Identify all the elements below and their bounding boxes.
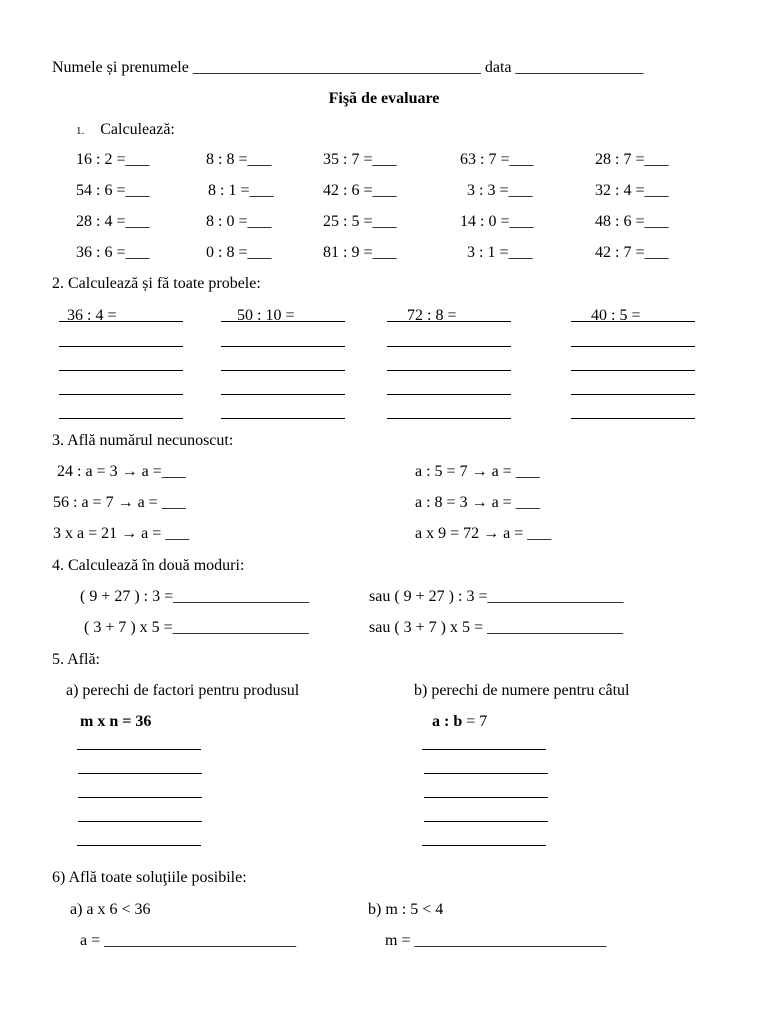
ex1-cell: 28 : 4 =___ — [76, 213, 150, 230]
ex1-cell: 35 : 7 =___ — [323, 151, 397, 168]
ex3-item: 56 : a = 7 → a = ___ — [53, 494, 186, 511]
ex5-answer-line[interactable] — [422, 749, 546, 750]
ex5-answer-line[interactable] — [424, 821, 548, 822]
ex2-item-text: 72 : 8 = — [407, 307, 457, 324]
ex1-cell: 8 : 0 =___ — [206, 213, 272, 230]
ex2-answer-line[interactable] — [221, 418, 345, 419]
ex5-answer-line[interactable] — [422, 845, 546, 846]
ex2-answer-line[interactable] — [59, 370, 183, 371]
ex5-a-label: a) perechi de factori pentru produsul — [66, 682, 300, 699]
date-blank: ________________ — [515, 59, 644, 76]
name-label: Numele și prenumele — [52, 59, 189, 76]
ex6-b-label: b) m : 5 < 4 — [368, 901, 444, 918]
ex2-answer-line[interactable] — [387, 370, 511, 371]
ex4-item: ( 3 + 7 ) x 5 =_________________ — [84, 619, 309, 636]
ex3-item: a : 5 = 7 → a = ___ — [415, 463, 540, 480]
ex2-answer-line[interactable] — [221, 394, 345, 395]
ex1-cell: 54 : 6 =___ — [76, 182, 150, 199]
ex2-underline — [59, 321, 183, 322]
ex2-answer-line[interactable] — [387, 418, 511, 419]
ex4-item: ( 9 + 27 ) : 3 =_________________ — [80, 588, 310, 605]
ex2-underline — [387, 321, 511, 322]
ex1-cell: 16 : 2 =___ — [76, 151, 150, 168]
ex5-answer-line[interactable] — [424, 773, 548, 774]
ex2-answer-line[interactable] — [387, 394, 511, 395]
ex1-cell: 81 : 9 =___ — [323, 244, 397, 261]
ex2-item-text: 50 : 10 = — [237, 307, 295, 324]
ex3-item: a : 8 = 3 → a = ___ — [415, 494, 540, 511]
ex2-answer-line[interactable] — [571, 394, 695, 395]
ex1-cell: 63 : 7 =___ — [460, 151, 534, 168]
ex1-cell: 42 : 7 =___ — [595, 244, 669, 261]
ex6-title: 6) Află toate soluţiile posibile: — [52, 869, 247, 886]
ex2-item — [59, 306, 183, 326]
ex3-item: a x 9 = 72 → a = ___ — [415, 525, 552, 542]
ex2-underline — [221, 321, 345, 322]
ex5-title: 5. Află: — [52, 651, 100, 668]
ex1-cell: 25 : 5 =___ — [323, 213, 397, 230]
ex4-title: 4. Calculează în două moduri: — [52, 557, 245, 574]
ex2-answer-line[interactable] — [571, 346, 695, 347]
ex1-heading — [76, 120, 175, 141]
ex2-answer-line[interactable] — [571, 418, 695, 419]
ex5-answer-line[interactable] — [424, 797, 548, 798]
ex1-cell: 3 : 1 =___ — [467, 244, 533, 261]
ex1-title: Calculează: — [100, 121, 175, 138]
ex2-answer-line[interactable] — [221, 346, 345, 347]
ex3-title: 3. Află numărul necunoscut: — [52, 432, 234, 449]
ex4-item: sau ( 3 + 7 ) x 5 = _________________ — [369, 619, 624, 636]
ex1-cell: 28 : 7 =___ — [595, 151, 669, 168]
ex1-cell: 48 : 6 =___ — [595, 213, 669, 230]
ex6-a-label: a) a x 6 < 36 — [70, 901, 151, 918]
ex2-answer-line[interactable] — [221, 370, 345, 371]
ex1-cell: 42 : 6 =___ — [323, 182, 397, 199]
ex2-item-text: 36 : 4 = — [67, 307, 117, 324]
ex5-b-expr-rest: = 7 — [462, 713, 488, 730]
ex2-answer-line[interactable] — [387, 346, 511, 347]
ex2-title: 2. Calculează și fă toate probele: — [52, 275, 261, 292]
ex1-cell: 14 : 0 =___ — [460, 213, 534, 230]
ex5-b-expr-bold: a : b — [432, 713, 463, 730]
ex2-item — [387, 306, 511, 326]
ex2-item — [571, 306, 695, 326]
ex5-answer-line[interactable] — [77, 845, 201, 846]
ex1-cell: 32 : 4 =___ — [595, 182, 669, 199]
ex6-a-answer[interactable]: a = ________________________ — [80, 932, 297, 949]
ex1-cell: 3 : 3 =___ — [467, 182, 533, 199]
ex1-number: 1. — [76, 125, 85, 137]
ex5-answer-line[interactable] — [78, 797, 202, 798]
ex3-item: 3 x a = 21 → a = ___ — [53, 525, 190, 542]
ex4-item: sau ( 9 + 27 ) : 3 =_________________ — [369, 588, 624, 605]
ex2-answer-line[interactable] — [571, 370, 695, 371]
ex1-cell: 36 : 6 =___ — [76, 244, 150, 261]
ex1-cell: 8 : 8 =___ — [206, 151, 272, 168]
ex2-answer-line[interactable] — [59, 346, 183, 347]
ex5-b-expr — [432, 712, 487, 732]
ex2-answer-line[interactable] — [59, 394, 183, 395]
ex2-item-text: 40 : 5 = — [591, 307, 641, 324]
name-blank: ____________________________________ — [192, 59, 481, 76]
ex5-answer-line[interactable] — [78, 821, 202, 822]
page-title: Fişă de evaluare — [328, 90, 440, 107]
ex5-a-expr: m x n = 36 — [80, 713, 152, 730]
ex3-item: 24 : a = 3 → a =___ — [57, 463, 186, 480]
date-label: data — [484, 59, 512, 76]
student-name-line[interactable] — [52, 58, 644, 78]
ex5-b-label: b) perechi de numere pentru câtul — [414, 682, 630, 699]
ex2-underline — [571, 321, 695, 322]
ex5-answer-line[interactable] — [78, 773, 202, 774]
ex1-cell: 0 : 8 =___ — [206, 244, 272, 261]
ex5-answer-line[interactable] — [77, 749, 201, 750]
ex2-item — [221, 306, 345, 326]
ex1-cell: 8 : 1 =___ — [208, 182, 274, 199]
ex2-answer-line[interactable] — [59, 418, 183, 419]
ex6-b-answer[interactable]: m = ________________________ — [385, 932, 607, 949]
